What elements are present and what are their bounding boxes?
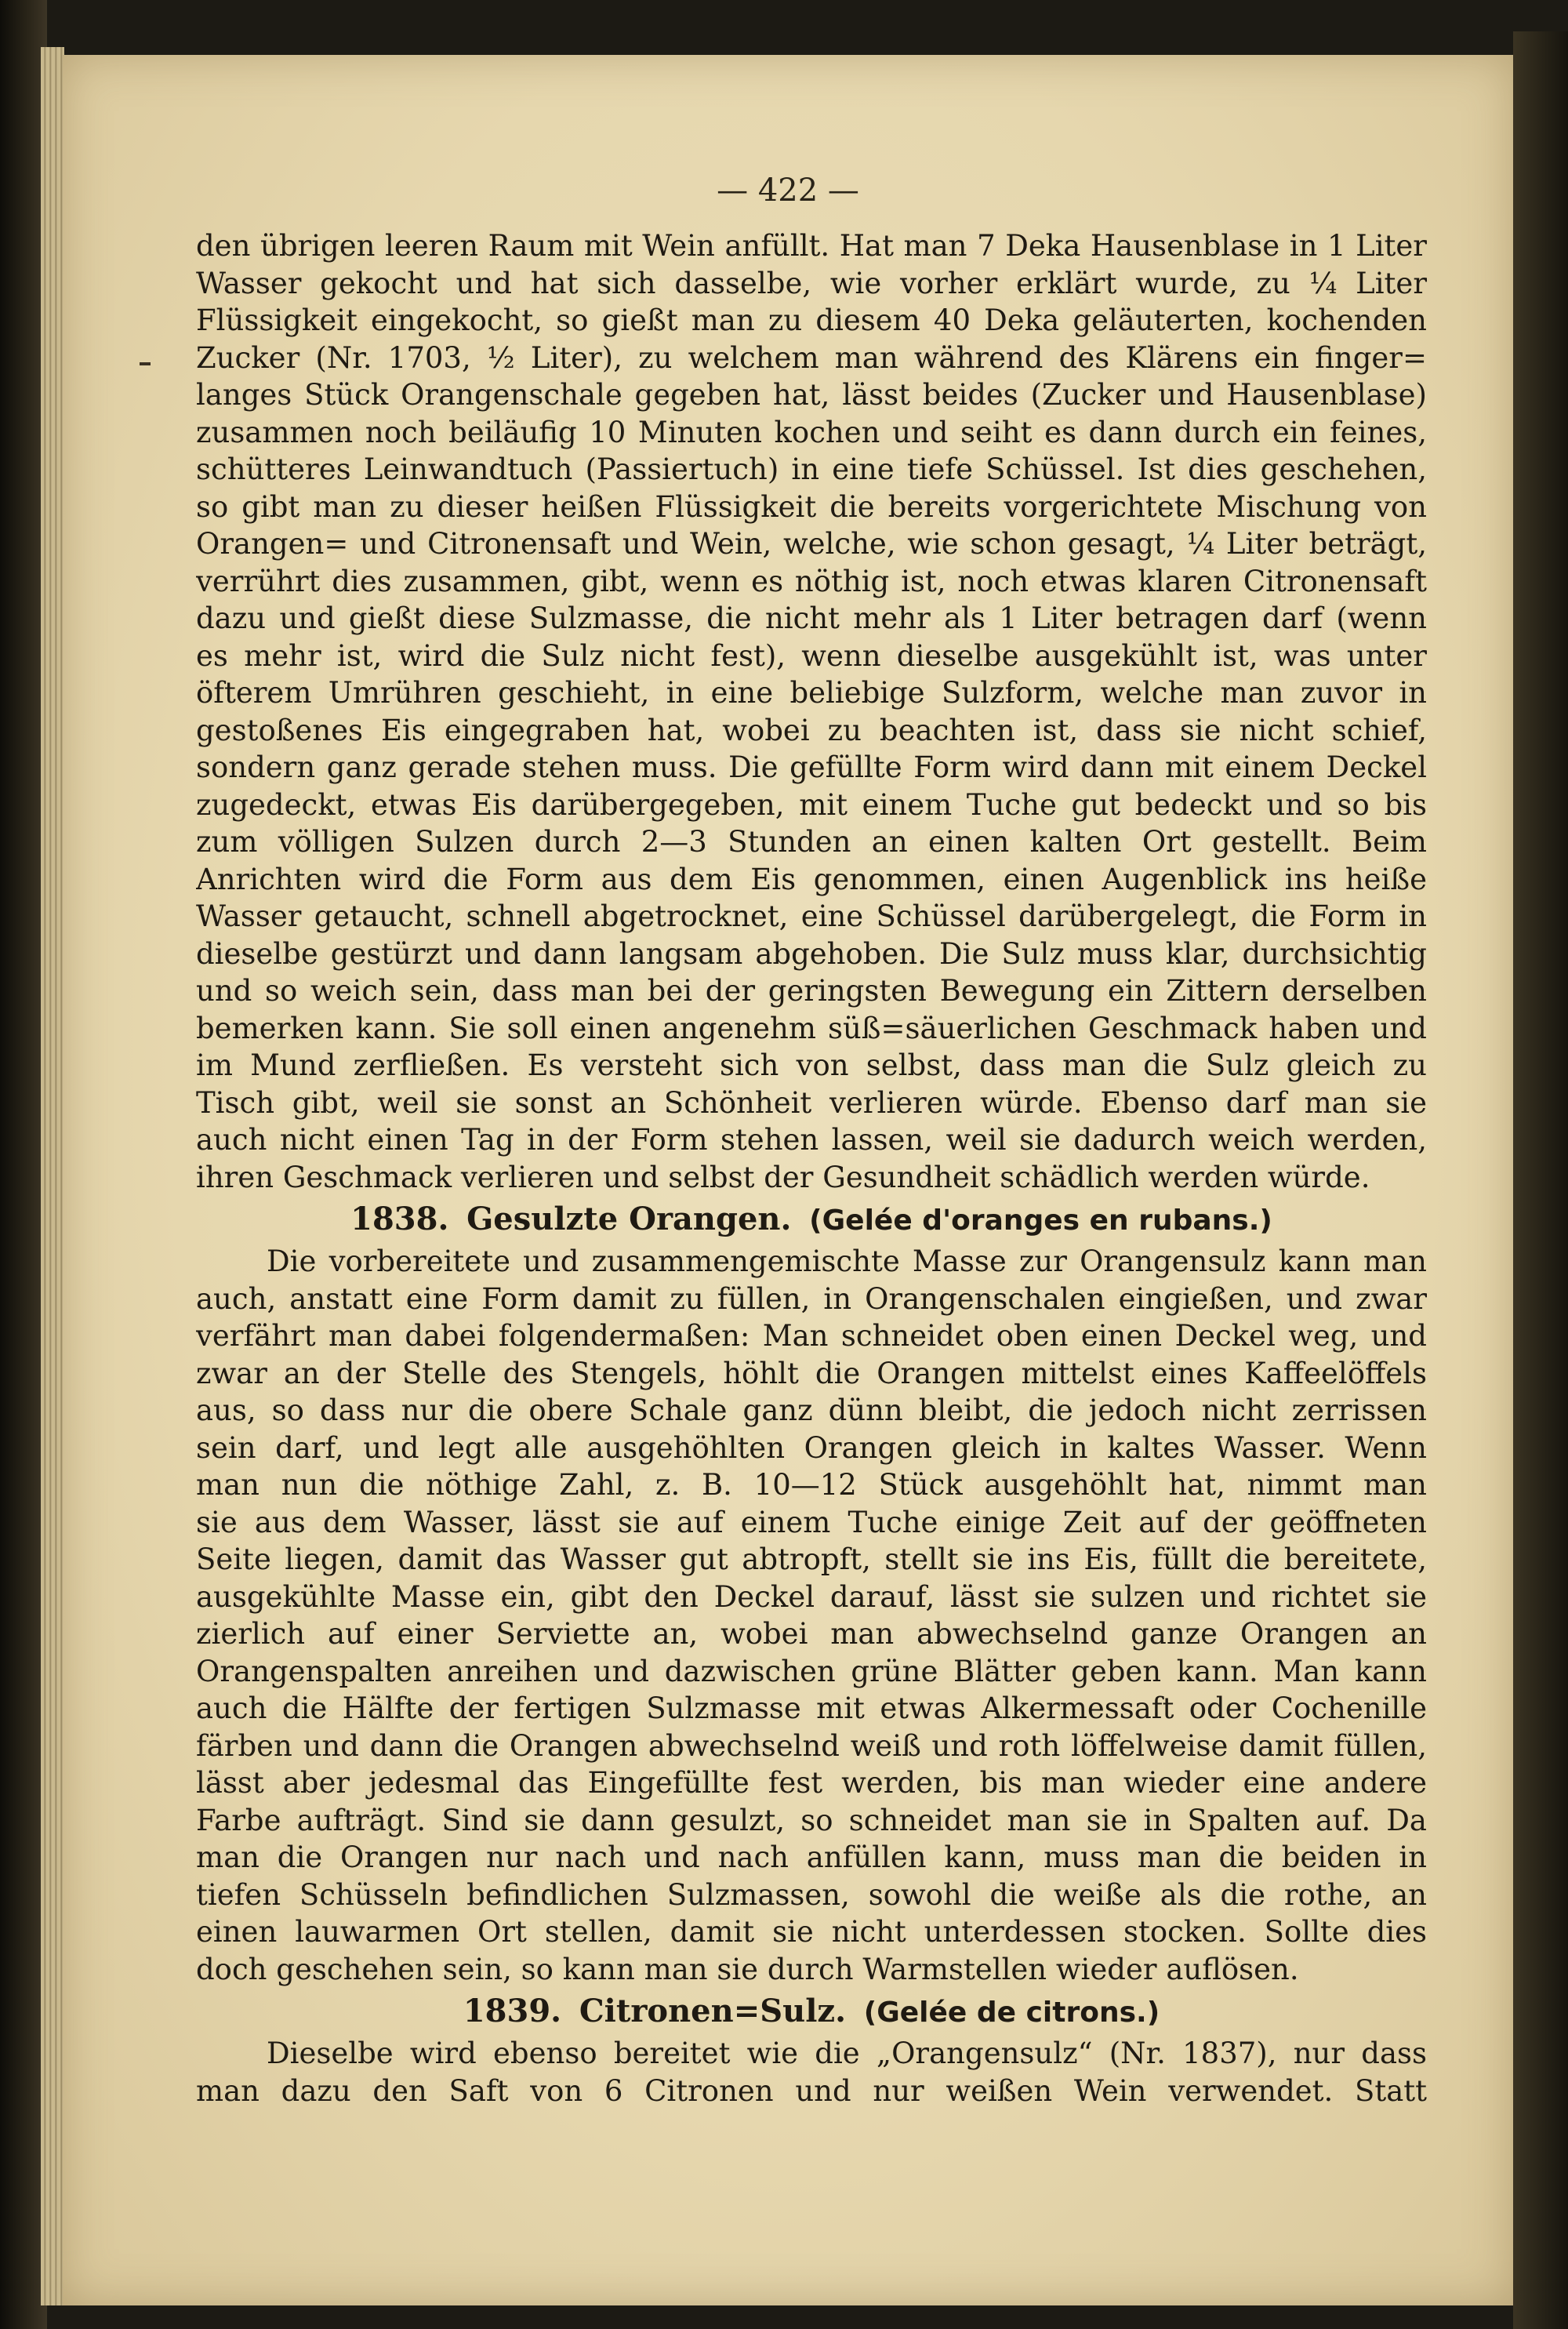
text-line	[196, 227, 1427, 265]
text-line-content: verfährt man dabei folgendermaßen: Man schneidet oben einen Deckel weg, und	[196, 1319, 1427, 1353]
text-line-content: sondern ganz gerade stehen muss. Die gefüllte Form wird dann mit einem Deckel	[196, 750, 1427, 784]
text-line	[196, 1159, 1427, 1197]
text-line-content: zum völligen Sulzen durch 2—3 Stunden an einen kalten Ort gestellt. Beim	[196, 825, 1427, 859]
recipe-french-title: (Gelée de citrons.)	[863, 1997, 1160, 2029]
text-line	[196, 1728, 1427, 1765]
section-recipe-1839	[196, 2035, 1427, 2109]
text-line	[196, 1541, 1427, 1579]
recipe-heading-1838	[196, 1197, 1427, 1241]
text-line	[196, 787, 1427, 824]
text-line	[196, 1764, 1427, 1802]
text-line-content: langes Stück Orangenschale gegeben hat, lässt beides (Zucker und Hausenblase)	[196, 378, 1427, 412]
text-line	[196, 1010, 1427, 1048]
text-line-content: öfterem Umrühren geschieht, in eine beliebige Sulzform, welche man zuvor in	[196, 676, 1427, 710]
text-line-content: Zucker (Nr. 1703, ½ Liter), zu welchem man während des Klärens ein finger=	[196, 340, 1427, 375]
text-line	[196, 600, 1427, 638]
text-line-content: zwar an der Stelle des Stengels, höhlt die Orangen mittelst eines Kaffeelöffels	[196, 1356, 1427, 1390]
text-line	[196, 898, 1427, 936]
text-line	[196, 936, 1427, 973]
text-line	[196, 1430, 1427, 1467]
text-line	[196, 563, 1427, 601]
text-line-content: so gibt man zu dieser heißen Flüssigkeit die bereits vorgerichtete Mischung von	[196, 489, 1427, 524]
text-line-content: Wasser gekocht und hat sich dasselbe, wie vorher erklärt wurde, zu ¼ Liter	[196, 266, 1427, 300]
text-line	[196, 1839, 1427, 1877]
text-line	[196, 1690, 1427, 1728]
text-line	[196, 489, 1427, 526]
text-line	[196, 1281, 1427, 1318]
text-line	[196, 2035, 1427, 2073]
text-line-content: Seite liegen, damit das Wasser gut abtropft, stellt sie ins Eis, füllt die bereitete,	[196, 1542, 1427, 1576]
text-line	[196, 1317, 1427, 1355]
text-line-content: Dieselbe wird ebenso bereitet wie die „Orangensulz“ (Nr. 1837), nur dass	[267, 2037, 1427, 2070]
text-line	[196, 525, 1427, 563]
text-line	[196, 749, 1427, 787]
text-line-content: auch nicht einen Tag in der Form stehen lassen, weil sie dadurch weich werden,	[196, 1123, 1427, 1157]
section-recipe-1837-continued	[196, 227, 1427, 1196]
text-line	[196, 1504, 1427, 1542]
page-stack-edge	[41, 47, 64, 2305]
text-line-content: sein darf, und legt alle ausgehöhlten Orangen gleich in kaltes Wasser. Wenn	[196, 1430, 1427, 1465]
text-block	[196, 227, 1427, 2109]
text-line-content: Tisch gibt, weil sie sonst an Schönheit verlieren würde. Ebenso darf man sie	[196, 1085, 1427, 1120]
text-line-content: Flüssigkeit eingekocht, so gießt man zu diesem 40 Deka geläuterten, kochenden	[196, 303, 1427, 337]
text-line	[196, 1243, 1427, 1281]
text-line	[196, 712, 1427, 750]
text-line	[196, 1121, 1427, 1159]
text-line	[196, 451, 1427, 489]
text-line-content: bemerken kann. Sie soll einen angenehm süß=säuerlichen Geschmack haben und	[196, 1011, 1427, 1045]
text-line-content: Farbe aufträgt. Sind sie dann gesulzt, so schneidet man sie in Spalten auf. Da	[196, 1803, 1427, 1837]
text-line-content: ausgekühlte Masse ein, gibt den Deckel darauf, lässt sie sulzen und richtet sie	[196, 1579, 1427, 1614]
text-line	[196, 823, 1427, 861]
text-line	[196, 1392, 1427, 1430]
text-line-content: gestoßenes Eis eingegraben hat, wobei zu beachten ist, dass sie nicht schief,	[196, 713, 1427, 747]
text-line-content: im Mund zerfließen. Es versteht sich von selbst, dass man die Sulz gleich zu	[196, 1048, 1427, 1082]
text-line	[196, 1913, 1427, 1951]
text-line	[196, 674, 1427, 712]
text-line-content: Orangen= und Citronensaft und Wein, welche, wie schon gesagt, ¼ Liter beträgt,	[196, 527, 1427, 561]
text-line	[196, 302, 1427, 340]
text-line	[196, 340, 1427, 377]
text-line	[196, 1579, 1427, 1616]
text-line-content: Anrichten wird die Form aus dem Eis genommen, einen Augenblick ins heiße	[196, 862, 1427, 896]
text-line-content: verrührt dies zusammen, gibt, wenn es nöthig ist, noch etwas klaren Citronensaft	[196, 564, 1427, 598]
section-recipe-1838	[196, 1243, 1427, 1988]
text-line-content: dieselbe gestürzt und dann langsam abgehoben. Die Sulz muss klar, durchsichtig	[196, 936, 1427, 971]
text-line	[196, 1802, 1427, 1840]
text-line-content: man nun die nöthige Zahl, z. B. 10—12 Stück ausgehöhlt hat, nimmt man	[196, 1468, 1427, 1502]
text-line-content: einen lauwarmen Ort stellen, damit sie nicht unterdessen stocken. Sollte dies	[196, 1915, 1427, 1949]
text-line	[196, 861, 1427, 899]
text-line-content: den übrigen leeren Raum mit Wein anfüllt. Hat man 7 Deka Hausenblase in 1 Liter	[196, 229, 1427, 263]
margin-mark	[140, 362, 151, 365]
text-line-content: sie aus dem Wasser, lässt sie auf einem Tuche einige Zeit auf der geöffneten	[196, 1505, 1427, 1539]
recipe-heading-1839	[196, 1989, 1427, 2033]
text-line-content: aus, so dass nur die obere Schale ganz dünn bleibt, die jedoch nicht zerrissen	[196, 1393, 1427, 1427]
text-line	[196, 376, 1427, 414]
text-line-content: es mehr ist, wird die Sulz nicht fest), wenn dieselbe ausgekühlt ist, was unter	[196, 638, 1427, 673]
text-line-content: schütteres Leinwandtuch (Passiertuch) in eine tiefe Schüssel. Ist dies geschehen,	[196, 452, 1427, 486]
text-line	[196, 1466, 1427, 1504]
text-line	[196, 1951, 1427, 1989]
text-line	[196, 1615, 1427, 1653]
text-line	[196, 1047, 1427, 1085]
text-line	[196, 972, 1427, 1010]
text-line-content: man die Orangen nur nach und nach anfüllen kann, muss man die beiden in	[196, 1840, 1427, 1874]
text-line-content: zierlich auf einer Serviette an, wobei man abwechselnd ganze Orangen an	[196, 1617, 1427, 1651]
text-line	[196, 1085, 1427, 1122]
text-line	[196, 1355, 1427, 1393]
text-line	[196, 1653, 1427, 1691]
text-line	[196, 2073, 1427, 2110]
text-line	[196, 265, 1427, 303]
recipe-number: 1839.	[463, 1993, 562, 2029]
text-line-content: auch die Hälfte der fertigen Sulzmasse mit etwas Alkermessaft oder Cochenille	[196, 1691, 1427, 1725]
text-line	[196, 414, 1427, 452]
recipe-title: Gesulzte Orangen.	[466, 1201, 792, 1237]
text-line-content: auch, anstatt eine Form damit zu füllen, in Orangenschalen eingießen, und zwar	[196, 1281, 1427, 1316]
book-spine-shadow	[0, 0, 47, 2329]
text-line-content: zusammen noch beiläufig 10 Minuten kochen und seiht es dann durch ein feines,	[196, 415, 1427, 449]
text-line	[196, 638, 1427, 675]
text-line-content: dazu und gießt diese Sulzmasse, die nicht mehr als 1 Liter betragen darf (wenn	[196, 601, 1427, 635]
text-line-content: doch geschehen sein, so kann man sie durch Warmstellen wieder auflösen.	[196, 1952, 1299, 1986]
text-line-content: Orangenspalten anreihen und dazwischen grüne Blätter geben kann. Man kann	[196, 1654, 1427, 1688]
text-line-content: und so weich sein, dass man bei der geringsten Bewegung ein Zittern derselben	[196, 974, 1427, 1008]
text-line-content: man dazu den Saft von 6 Citronen und nur weißen Wein verwendet. Statt	[196, 2073, 1427, 2108]
text-line-content: Die vorbereitete und zusammengemischte Masse zur Orangensulz kann man	[267, 1244, 1427, 1278]
page-number: — 422 —	[717, 173, 859, 209]
text-line-content: färben und dann die Orangen abwechselnd weiß und roth löffelweise damit füllen,	[196, 1728, 1427, 1763]
book-right-edge	[1513, 31, 1568, 2329]
text-line-content: Wasser getaucht, schnell abgetrocknet, eine Schüssel darübergelegt, die Form in	[196, 899, 1427, 933]
recipe-french-title: (Gelée d'oranges en rubans.)	[809, 1204, 1272, 1237]
text-line	[196, 1877, 1427, 1914]
recipe-title: Citronen=Sulz.	[579, 1993, 847, 2029]
text-line-content: lässt aber jedesmal das Eingefüllte fest werden, bis man wieder eine andere	[196, 1766, 1427, 1800]
text-line-content: tiefen Schüsseln befindlichen Sulzmassen, sowohl die weiße als die rothe, an	[196, 1877, 1427, 1912]
text-line-content: zugedeckt, etwas Eis darübergegeben, mit einem Tuche gut bedeckt und so bis	[196, 787, 1427, 822]
text-line-content: ihren Geschmack verlieren und selbst der Gesundheit schädlich werden würde.	[196, 1160, 1370, 1194]
recipe-number: 1838.	[350, 1201, 449, 1237]
